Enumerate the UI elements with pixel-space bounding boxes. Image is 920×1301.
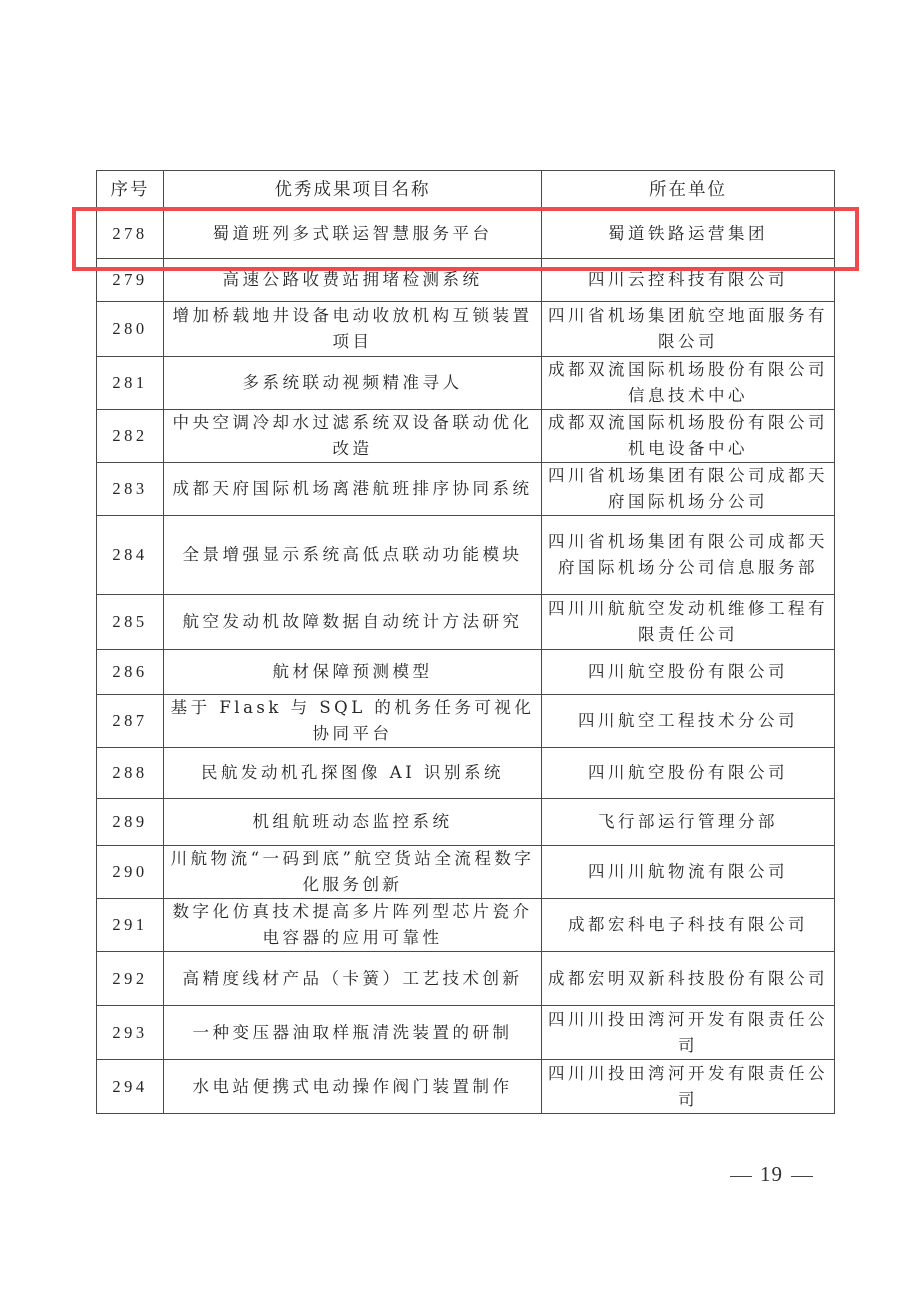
table-row: [97, 410, 835, 463]
row-unit: 四川省机场集团航空地面服务有限公司: [542, 302, 835, 357]
row-no: 281: [97, 357, 164, 410]
header-no: 序号: [97, 171, 164, 209]
row-unit: 四川川航航空发动机维修工程有限责任公司: [542, 595, 835, 650]
row-project-name: 基于 Flask 与 SQL 的机务任务可视化协同平台: [164, 695, 542, 748]
row-project-name: 川航物流“一码到底”航空货站全流程数字化服务创新: [164, 846, 542, 899]
row-no: 294: [97, 1060, 164, 1114]
table-row: [97, 595, 835, 650]
row-project-name: 蜀道班列多式联运智慧服务平台: [164, 209, 542, 259]
table-row: [97, 463, 835, 516]
row-no: 287: [97, 695, 164, 748]
row-no: 288: [97, 748, 164, 799]
row-unit: 成都宏明双新科技股份有限公司: [542, 952, 835, 1006]
award-table: [96, 170, 835, 1114]
row-project-name: 数字化仿真技术提高多片阵列型芯片瓷介电容器的应用可靠性: [164, 899, 542, 952]
row-unit: 蜀道铁路运营集团: [542, 209, 835, 259]
row-no: 290: [97, 846, 164, 899]
page-number-value: 19: [760, 1162, 783, 1186]
row-unit: 四川川投田湾河开发有限责任公司: [542, 1060, 835, 1114]
row-no: 292: [97, 952, 164, 1006]
row-project-name: 水电站便携式电动操作阀门装置制作: [164, 1060, 542, 1114]
row-project-name: 机组航班动态监控系统: [164, 799, 542, 846]
row-no: 282: [97, 410, 164, 463]
row-no: 293: [97, 1006, 164, 1060]
row-no: 285: [97, 595, 164, 650]
table-row: [97, 695, 835, 748]
row-unit: 成都双流国际机场股份有限公司信息技术中心: [542, 357, 835, 410]
row-no: 286: [97, 650, 164, 695]
row-no: 291: [97, 899, 164, 952]
row-project-name: 全景增强显示系统高低点联动功能模块: [164, 516, 542, 595]
row-project-name: 多系统联动视频精准寻人: [164, 357, 542, 410]
table-row: [97, 516, 835, 595]
row-unit: 四川航空股份有限公司: [542, 748, 835, 799]
table-row: [97, 899, 835, 952]
table-row: [97, 952, 835, 1006]
table-row: [97, 302, 835, 357]
row-unit: 四川省机场集团有限公司成都天府国际机场分公司信息服务部: [542, 516, 835, 595]
row-no: 279: [97, 259, 164, 302]
header-project-name: 优秀成果项目名称: [164, 171, 542, 209]
header-unit: 所在单位: [542, 171, 835, 209]
table-row: [97, 209, 835, 259]
dash-right: [791, 1176, 813, 1177]
table-row: [97, 1060, 835, 1114]
row-project-name: 民航发动机孔探图像 AI 识别系统: [164, 748, 542, 799]
row-unit: 成都双流国际机场股份有限公司机电设备中心: [542, 410, 835, 463]
page-number: [722, 1162, 821, 1187]
row-project-name: 成都天府国际机场离港航班排序协同系统: [164, 463, 542, 516]
row-project-name: 高精度线材产品（卡簧）工艺技术创新: [164, 952, 542, 1006]
row-project-name: 一种变压器油取样瓶清洗装置的研制: [164, 1006, 542, 1060]
table-row: [97, 799, 835, 846]
table-row: [97, 748, 835, 799]
row-unit: 四川航空工程技术分公司: [542, 695, 835, 748]
row-unit: 四川省机场集团有限公司成都天府国际机场分公司: [542, 463, 835, 516]
table-row: [97, 650, 835, 695]
row-no: 289: [97, 799, 164, 846]
row-no: 284: [97, 516, 164, 595]
dash-left: [730, 1176, 752, 1177]
table-row: [97, 259, 835, 302]
row-no: 280: [97, 302, 164, 357]
row-project-name: 增加桥载地井设备电动收放机构互锁装置项目: [164, 302, 542, 357]
row-unit: 四川云控科技有限公司: [542, 259, 835, 302]
row-unit: 成都宏科电子科技有限公司: [542, 899, 835, 952]
table-row: [97, 357, 835, 410]
row-project-name: 航材保障预测模型: [164, 650, 542, 695]
row-unit: 四川川航物流有限公司: [542, 846, 835, 899]
row-unit: 四川航空股份有限公司: [542, 650, 835, 695]
table-row: [97, 1006, 835, 1060]
row-project-name: 航空发动机故障数据自动统计方法研究: [164, 595, 542, 650]
row-no: 278: [97, 209, 164, 259]
row-unit: 四川川投田湾河开发有限责任公司: [542, 1006, 835, 1060]
table-header-row: [97, 171, 835, 209]
table-row: [97, 846, 835, 899]
row-project-name: 高速公路收费站拥堵检测系统: [164, 259, 542, 302]
row-unit: 飞行部运行管理分部: [542, 799, 835, 846]
row-no: 283: [97, 463, 164, 516]
row-project-name: 中央空调冷却水过滤系统双设备联动优化改造: [164, 410, 542, 463]
